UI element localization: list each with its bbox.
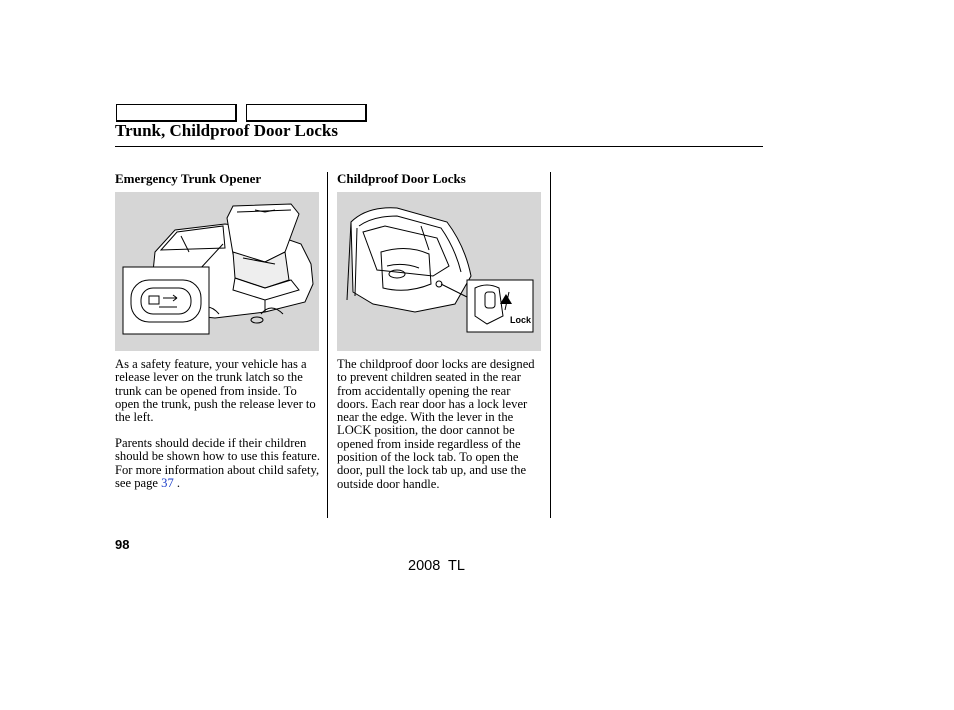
nav-tab-1[interactable]: [116, 104, 237, 122]
nav-tab-2[interactable]: [246, 104, 367, 122]
model-year-footer: 2008 TL: [408, 558, 465, 574]
child-safety-text: Parents should decide if their children should be shown how to use this feature. For more information about child safety, see page: [115, 436, 320, 490]
childproof-door-locks-heading: Childproof Door Locks: [337, 171, 466, 186]
childproof-lock-illustration: [337, 192, 541, 351]
lock-callout-label: Lock: [510, 315, 532, 325]
child-safety-page-link[interactable]: 37: [161, 475, 174, 490]
child-safety-paragraph: [115, 437, 321, 490]
emergency-trunk-opener-heading: Emergency Trunk Opener: [115, 171, 262, 186]
page-number: 98: [115, 537, 130, 552]
trunk-release-lever-illustration: [115, 192, 319, 351]
page-title: Trunk, Childproof Door Locks: [115, 121, 338, 140]
child-safety-text-end: .: [173, 475, 181, 490]
column-divider-2: [550, 172, 551, 518]
column-divider-1: [327, 172, 328, 518]
title-divider: [115, 146, 763, 147]
trunk-opener-paragraph: As a safety feature, your vehicle has a release lever on the trunk latch so the trunk can be opened from inside. To open the trunk, push the release lever to the left.: [115, 357, 316, 425]
childproof-locks-paragraph: The childproof door locks are designed to prevent children seated in the rear from accidentally opening the rear doors. Each rear door has a lock lever near the edge. With the lever in the LOCK position, the door cannot be opened from inside regardless of the position of the lock tab. To open the door, pull the lock tab up, and use the outside door handle.: [337, 357, 535, 491]
